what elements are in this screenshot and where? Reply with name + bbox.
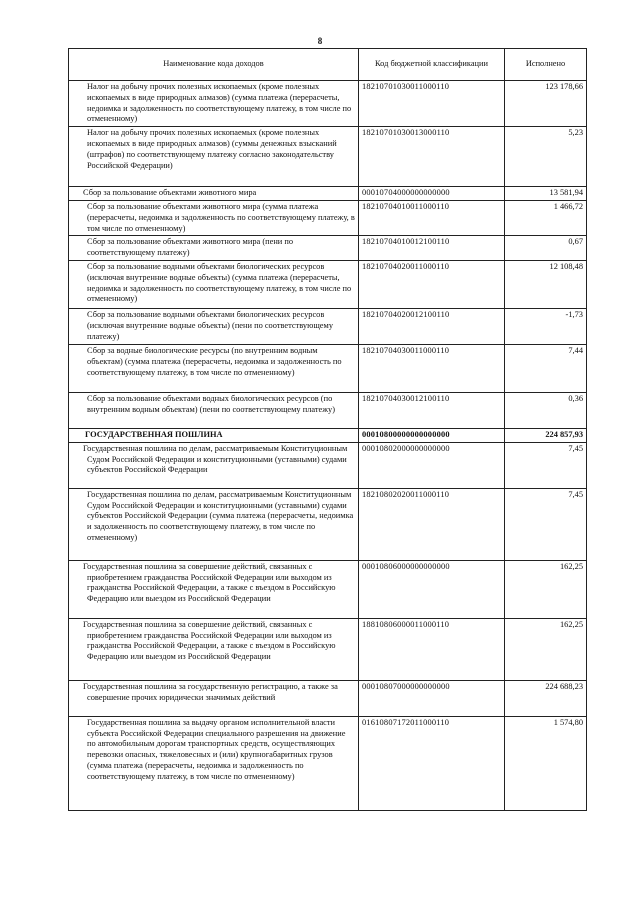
- row-code: 18210701030013000110: [359, 127, 505, 187]
- row-name: Сбор за пользование объектами животного мира: [69, 187, 359, 201]
- row-amount: -1,73: [505, 308, 587, 344]
- row-code: 18210704010011000110: [359, 200, 505, 235]
- row-code: 18210802020011000110: [359, 488, 505, 560]
- row-amount: 7,44: [505, 344, 587, 392]
- row-code: 00010806000000000000: [359, 560, 505, 618]
- row-code: 00010802000000000000: [359, 442, 505, 488]
- table-row: [69, 81, 587, 127]
- table-header-row: [69, 49, 587, 81]
- table-row: [69, 488, 587, 560]
- table-row: [69, 618, 587, 680]
- row-amount: 7,45: [505, 488, 587, 560]
- table-row: [69, 236, 587, 261]
- table-row: [69, 127, 587, 187]
- row-code: 00010800000000000000: [359, 428, 505, 442]
- row-amount: 5,23: [505, 127, 587, 187]
- row-amount: 0,36: [505, 392, 587, 428]
- row-code: 18210704020012100110: [359, 308, 505, 344]
- row-name: Государственная пошлина за совершение действий, связанных с приобретением гражданства Российской Федерации или выходом из гражданства Российской Федерации, а также с въездом в Российскую Федерацию или выездом из Российской Федерации: [69, 618, 359, 680]
- row-code: 18810806000011000110: [359, 618, 505, 680]
- row-amount: 162,25: [505, 560, 587, 618]
- page-number: 8: [317, 36, 323, 46]
- table-row: [69, 344, 587, 392]
- row-amount: 162,25: [505, 618, 587, 680]
- table-row: [69, 260, 587, 308]
- header-name: Наименование кода доходов: [69, 49, 359, 81]
- row-code: 18210704010012100110: [359, 236, 505, 261]
- row-code: 18210704030012100110: [359, 392, 505, 428]
- row-name: ГОСУДАРСТВЕННАЯ ПОШЛИНА: [69, 428, 359, 442]
- row-code: 18210701030011000110: [359, 81, 505, 127]
- row-name: Сбор за пользование объектами животного мира (пени по соответствующему платежу): [69, 236, 359, 261]
- row-amount: 7,45: [505, 442, 587, 488]
- row-name: Государственная пошлина по делам, рассматриваемым Конституционным Судом Российской Федерации и конституционными (уставными) судами субъектов Российской Федерации (сумма платежа (перерасчеты, недоимка и задолженность по соответствующему платежу, в том числе по отмененному): [69, 488, 359, 560]
- income-table: [68, 48, 587, 811]
- table-row: [69, 187, 587, 201]
- row-amount: 123 178,66: [505, 81, 587, 127]
- row-code: 00010807000000000000: [359, 680, 505, 716]
- row-amount: 12 108,48: [505, 260, 587, 308]
- row-name: Сбор за пользование объектами водных биологических ресурсов (по внутренним водным объектам) (пени по соответствующему платежу): [69, 392, 359, 428]
- row-amount: 0,67: [505, 236, 587, 261]
- table-row: [69, 392, 587, 428]
- row-amount: 224 688,23: [505, 680, 587, 716]
- row-name: Государственная пошлина за выдачу органом исполнительной власти субъекта Российской Федерации специального разрешения на движение по автомобильным дорогам транспортных средств, осуществляющих перевозки опасных, тяжеловесных и (или) крупногабаритных грузов (сумма платежа (перерасчеты, недоимка и задолженность по соответствующему платежу, в том числе по отмененному): [69, 716, 359, 810]
- row-name: Сбор за пользование водными объектами биологических ресурсов (исключая внутренние водные объекты) (пени по соответствующему платежу): [69, 308, 359, 344]
- row-amount: 224 857,93: [505, 428, 587, 442]
- row-amount: 13 581,94: [505, 187, 587, 201]
- header-code: Код бюджетной классификации: [359, 49, 505, 81]
- row-name: Государственная пошлина за государственную регистрацию, а также за совершение прочих юридически значимых действий: [69, 680, 359, 716]
- table-row: [69, 442, 587, 488]
- row-amount: 1 574,80: [505, 716, 587, 810]
- table-row: [69, 200, 587, 235]
- table-row: [69, 680, 587, 716]
- row-name: Сбор за водные биологические ресурсы (по внутренним водным объектам) (сумма платежа (перерасчеты, недоимка и задолженность по соответствующему платежу, в том числе по отмененному): [69, 344, 359, 392]
- table-row: [69, 308, 587, 344]
- row-name: Сбор за пользование водными объектами биологических ресурсов (исключая внутренние водные объекты) (сумма платежа (перерасчеты, недоимка и задолженность по соответствующему платежу, в том числе по отмененному): [69, 260, 359, 308]
- row-name: Налог на добычу прочих полезных ископаемых (кроме полезных ископаемых в виде природных алмазов) (сумма платежа (перерасчеты, недоимка и задолженность по соответствующему платежу, в том числе по отмененному): [69, 81, 359, 127]
- row-name: Государственная пошлина за совершение действий, связанных с приобретением гражданства Российской Федерации или выходом из гражданства Российской Федерации, а также с въездом в Российскую Федерацию или выездом из Российской Федерации: [69, 560, 359, 618]
- row-code: 18210704030011000110: [359, 344, 505, 392]
- header-amount: Исполнено: [505, 49, 587, 81]
- row-code: 01610807172011000110: [359, 716, 505, 810]
- row-code: 00010704000000000000: [359, 187, 505, 201]
- row-code: 18210704020011000110: [359, 260, 505, 308]
- row-name: Государственная пошлина по делам, рассматриваемым Конституционным Судом Российской Федерации и конституционными (уставными) судами субъектов Российской Федерации: [69, 442, 359, 488]
- row-name: Налог на добычу прочих полезных ископаемых (кроме полезных ископаемых в виде природных алмазов) (суммы денежных взысканий (штрафов) по соответствующему платежу согласно законодательству Российской Федерации): [69, 127, 359, 187]
- row-amount: 1 466,72: [505, 200, 587, 235]
- table-row: [69, 560, 587, 618]
- section-row: [69, 428, 587, 442]
- row-name: Сбор за пользование объектами животного мира (сумма платежа (перерасчеты, недоимка и задолженность по соответствующему платежу, в том числе по отмененному): [69, 200, 359, 235]
- table-row: [69, 716, 587, 810]
